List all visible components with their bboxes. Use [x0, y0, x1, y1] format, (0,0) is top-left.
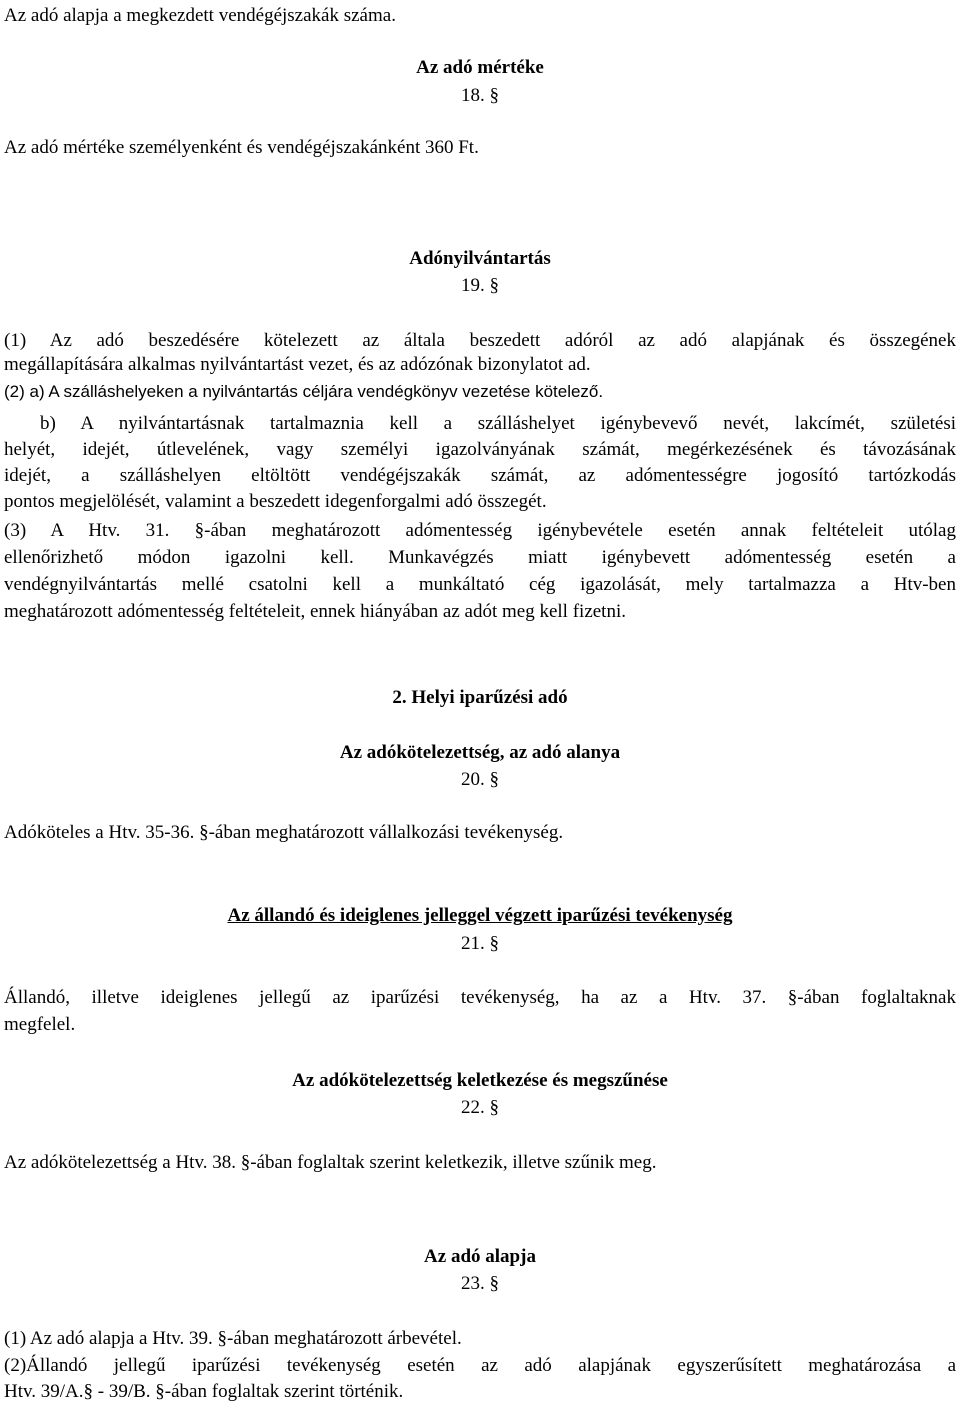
paragraph-tax-base: Az adó alapja a megkezdett vendégéjszakák száma.	[4, 5, 396, 26]
paragraph-19-1-line-2: megállapítására alkalmas nyilvántartást vezet, és az adózónak bizonylatot ad.	[4, 354, 591, 375]
section-number-21: 21. §	[461, 933, 499, 954]
paragraph-21-line-2: megfelel.	[4, 1014, 76, 1035]
paragraph-19-3-line-3: vendégnyilvántartás mellé csatolni kell a munkáltató cég igazolását, mely tartalmazza a Htv-ben	[4, 574, 956, 595]
paragraph-22: Az adókötelezettség a Htv. 38. §-ában foglaltak szerint keletkezik, illetve szűnik meg.	[4, 1152, 657, 1173]
heading-tax-liability-subject: Az adókötelezettség, az adó alanya	[339, 742, 621, 763]
section-number-18: 18. §	[461, 85, 499, 106]
paragraph-19-2b-line-1: b) A nyilvántartásnak tartalmaznia kell a szálláshelyet igénybevevő nevét, lakcímét, születési	[40, 413, 956, 434]
paragraph-19-3-line-2: ellenőrizhető módon igazolni kell. Munkavégzés miatt igénybevett adómentesség esetén a	[4, 547, 956, 568]
paragraph-tax-rate: Az adó mértéke személyenként és vendégéjszakánként 360 Ft.	[4, 137, 479, 158]
paragraph-19-2b-line-4: pontos megjelölését, valamint a beszedett idegenforgalmi adó összegét.	[4, 491, 547, 512]
heading-tax-base: Az adó alapja	[424, 1246, 536, 1267]
paragraph-19-3-line-1: (3) A Htv. 31. §-ában meghatározott adómentesség igénybevétele esetén annak feltételeit utólag	[4, 520, 956, 541]
paragraph-19-1-line-1: (1) Az adó beszedésére kötelezett az általa beszedett adóról az adó alapjának és összegének	[4, 330, 956, 351]
section-number-22: 22. §	[461, 1097, 499, 1118]
paragraph-23-1: (1) Az adó alapja a Htv. 39. §-ában meghatározott árbevétel.	[4, 1328, 462, 1349]
section-number-19: 19. §	[461, 275, 499, 296]
paragraph-19-3-line-4: meghatározott adómentesség feltételeit, ennek hiányában az adót meg kell fizetni.	[4, 601, 626, 622]
paragraph-21-line-1: Állandó, illetve ideiglenes jellegű az iparűzési tevékenység, ha az a Htv. 37. §-ában foglaltaknak	[4, 987, 956, 1008]
heading-permanent-temporary-activity: Az állandó és ideiglenes jelleggel végzett iparűzési tevékenység	[227, 905, 733, 926]
chapter-title-local-business-tax: 2. Helyi iparűzési adó	[392, 687, 568, 708]
paragraph-23-2-line-2: Htv. 39/A.§ - 39/B. §-ában foglaltak szerint történik.	[4, 1381, 404, 1402]
heading-tax-records: Adónyilvántartás	[409, 248, 551, 269]
paragraph-19-2b-line-2: helyét, idejét, útlevelének, vagy személyi igazolványának számát, megérkezésének és távozásának	[4, 439, 956, 460]
heading-liability-start-end: Az adókötelezettség keletkezése és megszűnése	[292, 1070, 668, 1091]
paragraph-19-2a: (2) a) A szálláshelyeken a nyilvántartás céljára vendégkönyv vezetése kötelező.	[4, 382, 604, 401]
section-number-20: 20. §	[461, 769, 499, 790]
paragraph-23-2-line-1: (2)Állandó jellegű iparűzési tevékenység esetén az adó alapjának egyszerűsített meghatározása a	[4, 1355, 956, 1376]
heading-tax-rate: Az adó mértéke	[416, 57, 544, 78]
section-number-23: 23. §	[461, 1273, 499, 1294]
paragraph-20: Adóköteles a Htv. 35-36. §-ában meghatározott vállalkozási tevékenység.	[4, 822, 564, 843]
paragraph-19-2b-line-3: idejét, a szálláshelyen eltöltött vendégéjszakák számát, az adómentességre jogosító tartózkodás	[4, 465, 956, 486]
